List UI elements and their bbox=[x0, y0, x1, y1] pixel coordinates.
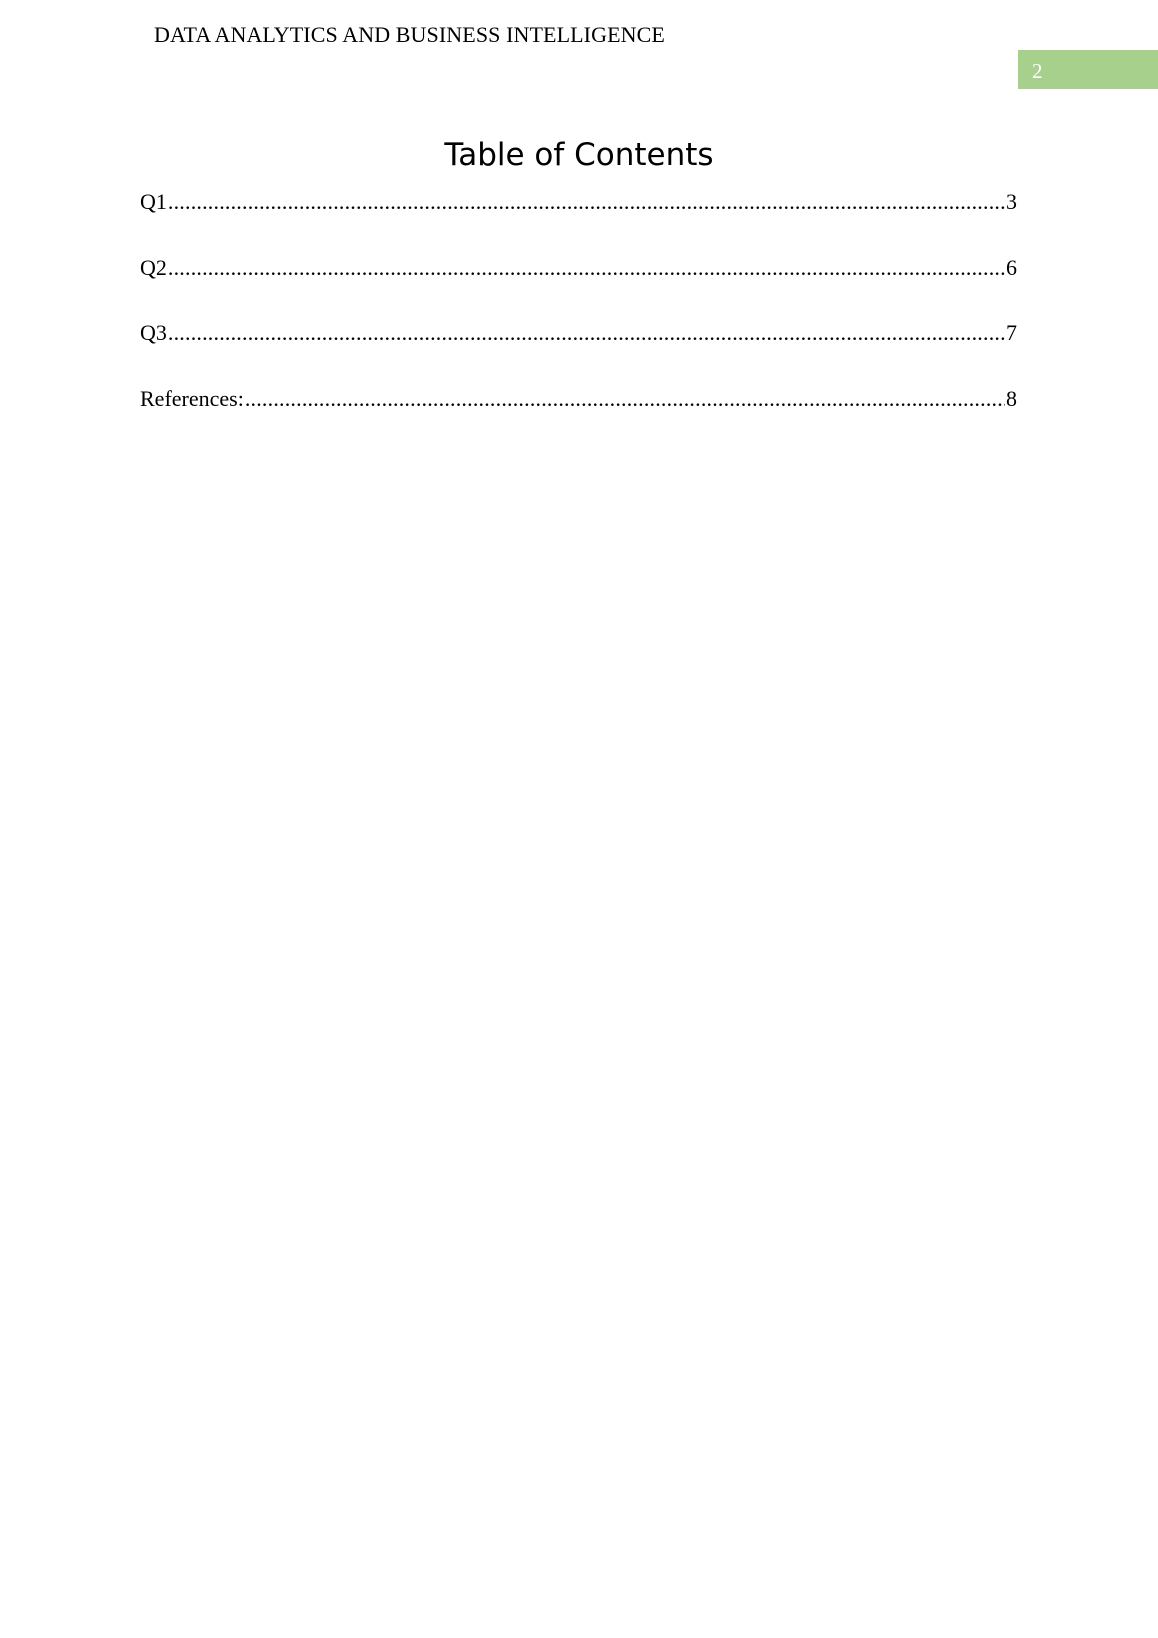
toc-entry-page-number: 8 bbox=[1006, 385, 1017, 411]
table-of-contents bbox=[140, 188, 1017, 450]
toc-entry-page-number: 7 bbox=[1006, 320, 1017, 345]
running-head: DATA ANALYTICS AND BUSINESS INTELLIGENCE bbox=[154, 22, 665, 47]
toc-entry-label: Q2 bbox=[140, 254, 167, 280]
toc-entry-q1[interactable] bbox=[140, 188, 1017, 254]
toc-entry-label: Q1 bbox=[140, 189, 167, 214]
toc-entry-references[interactable] bbox=[140, 385, 1017, 451]
dot-leader bbox=[245, 385, 1005, 413]
toc-title: Table of Contents bbox=[444, 137, 714, 173]
toc-entry-q3[interactable] bbox=[140, 319, 1017, 385]
page-number: 2 bbox=[1032, 59, 1043, 83]
toc-entry-page-number: 3 bbox=[1006, 189, 1017, 214]
toc-entry-page-number: 6 bbox=[1006, 254, 1017, 280]
dot-leader bbox=[168, 319, 1005, 347]
dot-leader bbox=[168, 188, 1005, 216]
toc-entry-label: Q3 bbox=[140, 320, 167, 345]
page-number-badge bbox=[1018, 50, 1158, 89]
dot-leader bbox=[168, 254, 1005, 282]
toc-entry-label: References: bbox=[140, 385, 244, 411]
toc-entry-q2[interactable] bbox=[140, 254, 1017, 320]
